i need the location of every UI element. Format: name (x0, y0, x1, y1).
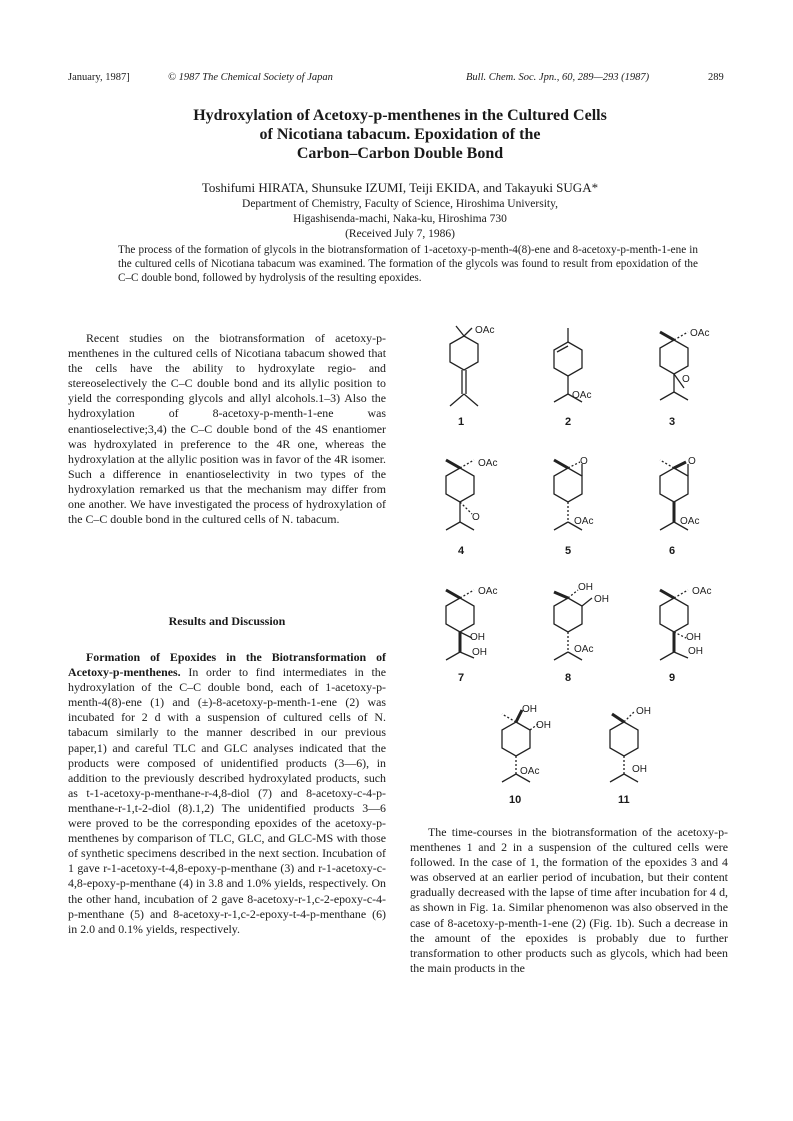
compound-number: 3 (669, 416, 676, 428)
compound-number: 7 (458, 672, 465, 684)
subsection-heading: Formation of Epoxides in the Biotransformation of Acetoxy-p-menthenes. (68, 650, 386, 680)
compound-number: 10 (509, 794, 522, 806)
structure-compound-2 (528, 324, 618, 424)
results-paragraph (68, 650, 386, 937)
svg-text:OAc: OAc (680, 516, 700, 527)
svg-text:OAc: OAc (478, 586, 498, 597)
compound-number: 1 (458, 416, 465, 428)
svg-text:OAc: OAc (572, 390, 592, 401)
svg-text:OH: OH (522, 704, 537, 715)
svg-text:O: O (682, 374, 690, 385)
svg-text:OAc: OAc (574, 516, 594, 527)
affiliation (80, 197, 720, 242)
header-page-number: 289 (708, 72, 724, 83)
svg-text:O: O (688, 456, 696, 467)
affiliation-line-2: Higashisenda-machi, Naka-ku, Hiroshima 730 (293, 213, 507, 225)
svg-text:OH: OH (688, 646, 703, 657)
title-line-1: Hydroxylation of Acetoxy-p-menthenes in the Cultured Cells (193, 107, 607, 124)
section-heading: Results and Discussion (168, 614, 286, 628)
structure-compound-1 (420, 322, 510, 424)
compound-number: 2 (565, 416, 572, 428)
structure-compound-9 (634, 580, 724, 680)
svg-text:OH: OH (632, 764, 647, 775)
structure-compound-10 (476, 700, 566, 800)
compound-number: 11 (618, 794, 630, 806)
header-copyright: © 1987 The Chemical Society of Japan (168, 72, 333, 83)
results-text: In order to find intermediates in the hydroxylation of the C–C double bond, each of 1-acetoxy-p-menth-4(8)-ene (1) and (±)-8-acetoxy-p-menth-1-ene (2) was incubated for 2 d with a suspension of cultured cells of N. tabacum similarly to the manner described in our previous paper,1) and careful TLC and GLC analyses indicated that the products were composed of unidentified products (3—6), in addition to the previously described hydroxylated products, such as t-1-acetoxy-p-menthane-r-4,8-diol (7) and 8-acetoxy-c-4-p-menthane-r-1,t-2-diol (8).1,2) The unidentified products 3—6 were proved to be the corresponding epoxides of the acetoxy-p-menthenes by comparison of TLC, GLC, and GLC-MS with those of synthetic specimens described in the next section. Incubation of 1 gave r-1-acetoxy-t-4,8-epoxy-p-menthane (3) and r-1-acetoxy-c-4,8-epoxy-p-menthane (4) in 3.8 and 1.0% yields, respectively. On the other hand, incubation of 2 gave 8-acetoxy-r-1,c-2-epoxy-c-4-p-menthane (5) and 8-acetoxy-r-1,c-2-epoxy-t-4-p-menthane (6) in 2.0 and 0.1% yields, respectively. (68, 665, 386, 936)
author-list: Toshifumi HIRATA, Shunsuke IZUMI, Teiji EKIDA, and Takayuki SUGA* (201, 180, 599, 195)
structure-compound-6 (634, 450, 724, 550)
introduction-paragraph: Recent studies on the biotransformation of acetoxy-p-menthenes in the cultured cells of Nicotiana tabacum showed that the cells have the ability to hydroxylate regio- and stereoselectively the C–C double bond and its allylic position to yield the corresponding glycols and allyl alcohols.1–3) Also the hydroxylation of 8-acetoxy-p-menth-1-ene was enantioselective;3,4) the C–C double bond of the 4S enantiomer was hydroxylated in preference to the 4R one, whereas the hydroxylation at the allylic position was in favor of the 4R isomer. Such a difference in enantioselectivity in two types of the hydroxylation remarked us that the mechanism may differ from one another. We have investigated the process of hydroxylation of the C–C double bond in the cultured cells of N. tabacum. (68, 331, 386, 527)
svg-text:OAc: OAc (574, 644, 594, 655)
svg-text:OH: OH (636, 706, 651, 717)
svg-text:OH: OH (472, 647, 487, 658)
structure-compound-3 (634, 322, 724, 422)
received-date: (Received July 7, 1986) (345, 228, 455, 240)
structure-compound-11 (584, 700, 674, 800)
compound-number: 5 (565, 545, 572, 557)
svg-text:O: O (580, 456, 588, 467)
title-line-3: Carbon–Carbon Double Bond (296, 145, 504, 162)
compound-number: 4 (458, 545, 465, 557)
header-date: January, 1987] (68, 72, 130, 83)
compound-number: 6 (669, 545, 676, 557)
svg-text:OH: OH (578, 582, 593, 593)
svg-text:OH: OH (594, 594, 609, 605)
paper-title (80, 106, 720, 163)
svg-text:OAc: OAc (692, 586, 712, 597)
svg-text:OAc: OAc (690, 328, 710, 339)
structure-compound-4 (420, 450, 510, 550)
abstract: The process of the formation of glycols in the biotransformation of 1-acetoxy-p-menth-4(8)-ene and 8-acetoxy-p-menth-1-ene in the cultured cells of Nicotiana tabacum was examined. The formation of the glycols was found to result from epoxidation of the C–C double bond, followed by hydrolysis of the resulting epoxides. (118, 244, 698, 285)
structure-compound-7 (420, 580, 510, 680)
structure-compound-8 (528, 580, 618, 680)
structure-compound-5 (528, 450, 618, 550)
affiliation-line-1: Department of Chemistry, Faculty of Science, Hiroshima University, (242, 198, 558, 210)
title-line-2: of Nicotiana tabacum. Epoxidation of the (259, 126, 541, 143)
right-column-paragraph: The time-courses in the biotransformation of the acetoxy-p-menthenes 1 and 2 in a suspension of the cultured cells were followed. In the case of 1, the formation of the epoxides 3 and 4 was observed at an earlier period of incubation, but their content gradually decreased with the lapse of time after incubation for 4 d, as shown in Fig. 1a. Similar phenomenon was also observed in the case of 8-acetoxy-p-menth-1-ene (2) (Fig. 1b). Such a decrease in the amount of the epoxides is probably due to further transformation to other products such as glycols, which had been the main products in the (410, 825, 728, 975)
svg-text:OH: OH (536, 720, 551, 731)
svg-text:OAc: OAc (520, 766, 540, 777)
compound-number: 8 (565, 672, 572, 684)
header-journal: Bull. Chem. Soc. Jpn., 60, 289—293 (1987) (466, 72, 650, 83)
svg-text:OH: OH (686, 632, 701, 643)
compound-number: 9 (669, 672, 676, 684)
svg-text:O: O (472, 512, 480, 523)
svg-text:OAc: OAc (478, 458, 498, 469)
svg-text:OH: OH (470, 632, 485, 643)
svg-text:OAc: OAc (475, 325, 495, 336)
